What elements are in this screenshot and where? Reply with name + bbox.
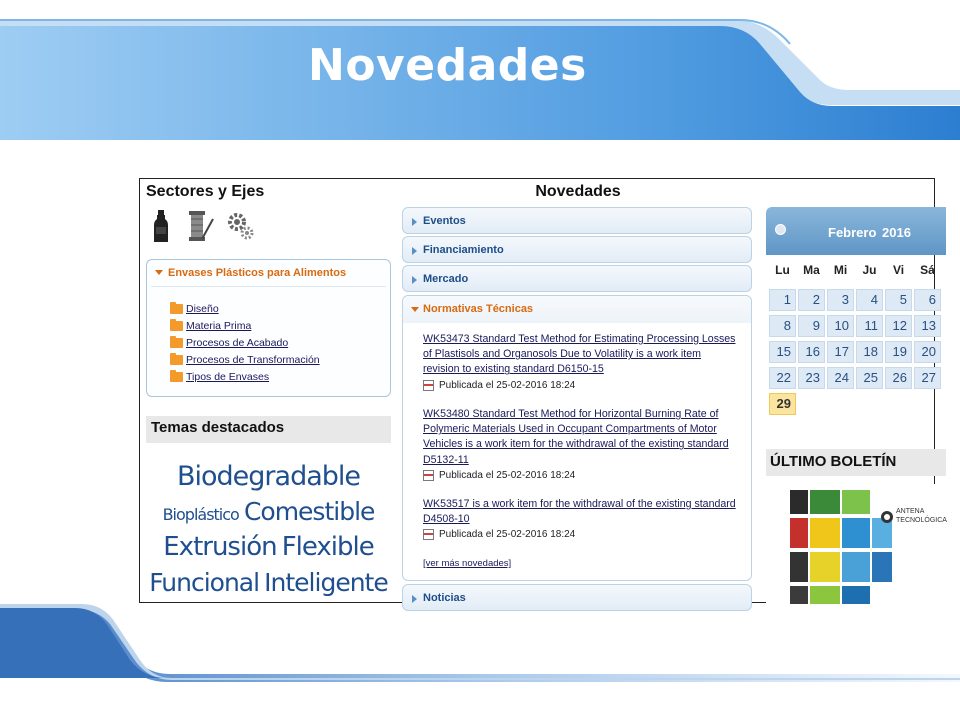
tag-cloud — [146, 459, 391, 601]
sectores-title: Sectores y Ejes — [146, 183, 265, 200]
expand-arrow-icon — [412, 276, 417, 284]
novedades-title: Novedades — [535, 183, 621, 200]
news-title-link[interactable]: WK53480 Standard Test Method for Horizontal Burning Rate of Polymeric Materials Used in Occupant Compartments of Motor Vehicles is a work item for the withdrawal of the existing standard D5132-11 — [423, 408, 729, 466]
envases-item[interactable] — [170, 369, 320, 386]
boletin-cover-image[interactable] — [766, 484, 946, 604]
accordion-financiamiento[interactable] — [402, 236, 752, 263]
temas-destacados-bar — [146, 416, 391, 443]
calendar-day[interactable]: 25 — [856, 367, 883, 389]
news-item — [423, 332, 738, 391]
ver-mas-link[interactable]: [ver más novedades] — [423, 558, 512, 569]
document-icon — [423, 470, 434, 481]
weekday-label: Ju — [862, 263, 877, 277]
tag-link[interactable]: Flexible — [281, 532, 374, 562]
accordion-label: Normativas Técnicas — [423, 303, 534, 315]
accordion-normativas — [402, 295, 752, 581]
folder-icon — [170, 372, 183, 382]
right-column — [766, 179, 946, 604]
boletin-brand-line: TECNOLÓGICA — [896, 517, 947, 524]
calendar-day[interactable]: 12 — [885, 315, 912, 337]
accordion-noticias[interactable] — [402, 584, 752, 611]
calendar-month: Febrero — [828, 225, 877, 240]
news-published — [423, 470, 738, 481]
calendar-day[interactable]: 9 — [798, 315, 825, 337]
calendar-header — [766, 207, 946, 255]
calendar-day[interactable]: 8 — [769, 315, 796, 337]
calendar-day[interactable]: 13 — [914, 315, 941, 337]
boletin-title-bar — [766, 449, 946, 476]
expand-arrow-icon — [412, 247, 417, 255]
document-icon — [423, 529, 434, 540]
slide-title: Novedades — [308, 40, 587, 91]
weekday-label: Mi — [833, 263, 848, 277]
envases-link[interactable]: Diseño — [186, 302, 219, 315]
calendar-day[interactable]: 15 — [769, 341, 796, 363]
middle-column — [402, 179, 754, 604]
spool-icon[interactable] — [186, 209, 216, 248]
calendar-day[interactable]: 20 — [914, 341, 941, 363]
calendar-day[interactable]: 3 — [827, 289, 854, 311]
collapse-triangle-icon — [411, 307, 419, 312]
weekday-label: Ma — [803, 263, 820, 277]
calendar-day[interactable]: 10 — [827, 315, 854, 337]
calendar-day[interactable]: 24 — [827, 367, 854, 389]
accordion-normativas-header[interactable] — [403, 296, 751, 323]
left-column — [146, 179, 391, 604]
tag-link[interactable]: Biodegradable — [176, 461, 360, 492]
boletin-brand-line: ANTENA — [896, 508, 925, 515]
envases-item[interactable] — [170, 334, 320, 351]
weekday-label: Vi — [892, 263, 905, 277]
envases-item[interactable] — [170, 352, 320, 369]
folder-icon — [170, 355, 183, 365]
weekday-label: Lu — [775, 263, 790, 277]
calendar-day-today[interactable]: 29 — [769, 393, 796, 415]
document-icon — [423, 380, 434, 391]
accordion-eventos[interactable] — [402, 207, 752, 234]
envases-link[interactable]: Procesos de Transformación — [186, 354, 320, 367]
news-date: Publicada el 25-02-2016 18:24 — [439, 529, 576, 541]
news-published — [423, 380, 738, 391]
envases-link[interactable]: Tipos de Envases — [186, 371, 270, 384]
news-item — [423, 407, 738, 481]
accordion-label: Eventos — [423, 215, 466, 227]
envases-panel — [146, 259, 391, 397]
accordion-label: Mercado — [423, 273, 469, 285]
calendar-day[interactable]: 11 — [856, 315, 883, 337]
envases-header-label: Envases Plásticos para Alimentos — [168, 267, 347, 279]
calendar-day[interactable]: 16 — [798, 341, 825, 363]
slide-footer-band — [0, 598, 960, 720]
calendar-year: 2016 — [882, 225, 911, 240]
expand-triangle-icon — [155, 270, 163, 275]
news-published — [423, 529, 738, 540]
envases-item[interactable] — [170, 300, 320, 317]
news-date: Publicada el 25-02-2016 18:24 — [439, 379, 576, 391]
website-screenshot — [139, 178, 947, 604]
calendar-day[interactable]: 23 — [798, 367, 825, 389]
calendar-day[interactable]: 19 — [885, 341, 912, 363]
temas-title: Temas destacados — [151, 419, 285, 436]
divider — [151, 286, 386, 287]
tag-link[interactable]: Comestible — [243, 497, 375, 526]
envases-header[interactable] — [155, 267, 346, 279]
weekday-label: Sá — [920, 263, 935, 277]
calendar-day[interactable]: 1 — [769, 289, 796, 311]
previous-month-icon[interactable] — [775, 224, 786, 235]
expand-arrow-icon — [412, 218, 417, 226]
calendar-day[interactable]: 17 — [827, 341, 854, 363]
calendar-day[interactable]: 5 — [885, 289, 912, 311]
news-title-link[interactable]: WK53473 Standard Test Method for Estimating Processing Losses of Plastisols and Organosols Due to Volatility is a work item revision to existing standard D6150-15 — [423, 333, 736, 376]
folder-icon — [170, 338, 183, 348]
accordion-label: Financiamiento — [423, 244, 504, 256]
calendar-day[interactable]: 4 — [856, 289, 883, 311]
tag-link[interactable]: Bioplástico — [162, 505, 239, 524]
calendar-day[interactable]: 2 — [798, 289, 825, 311]
tag-link[interactable]: Funcional — [149, 568, 260, 597]
folder-icon — [170, 321, 183, 331]
accordion-label: Noticias — [423, 592, 466, 604]
calendar-day[interactable]: 27 — [914, 367, 941, 389]
sector-icons — [148, 209, 268, 245]
bottle-icon[interactable] — [152, 209, 170, 248]
folder-icon — [170, 304, 183, 314]
calendar-day[interactable]: 26 — [885, 367, 912, 389]
calendar-day[interactable]: 6 — [914, 289, 941, 311]
envases-link[interactable]: Materia Prima — [186, 319, 252, 332]
calendar-day[interactable]: 18 — [856, 341, 883, 363]
boletin-title: ÚLTIMO BOLETÍN — [770, 453, 897, 470]
tag-link[interactable]: Extrusión — [163, 532, 277, 562]
envases-list — [170, 300, 320, 386]
envases-link[interactable]: Procesos de Acabado — [186, 336, 289, 349]
tag-link[interactable]: Inteligente — [264, 568, 388, 597]
news-date: Publicada el 25-02-2016 18:24 — [439, 469, 576, 481]
news-title-link[interactable]: WK53517 is a work item for the withdrawal of the existing standard D4508-10 — [423, 498, 736, 526]
expand-arrow-icon — [412, 595, 417, 603]
gears-icon[interactable] — [226, 209, 256, 248]
calendar — [766, 207, 946, 417]
news-item — [423, 497, 738, 540]
envases-item[interactable] — [170, 317, 320, 334]
accordion-mercado[interactable] — [402, 265, 752, 292]
calendar-day[interactable]: 22 — [769, 367, 796, 389]
